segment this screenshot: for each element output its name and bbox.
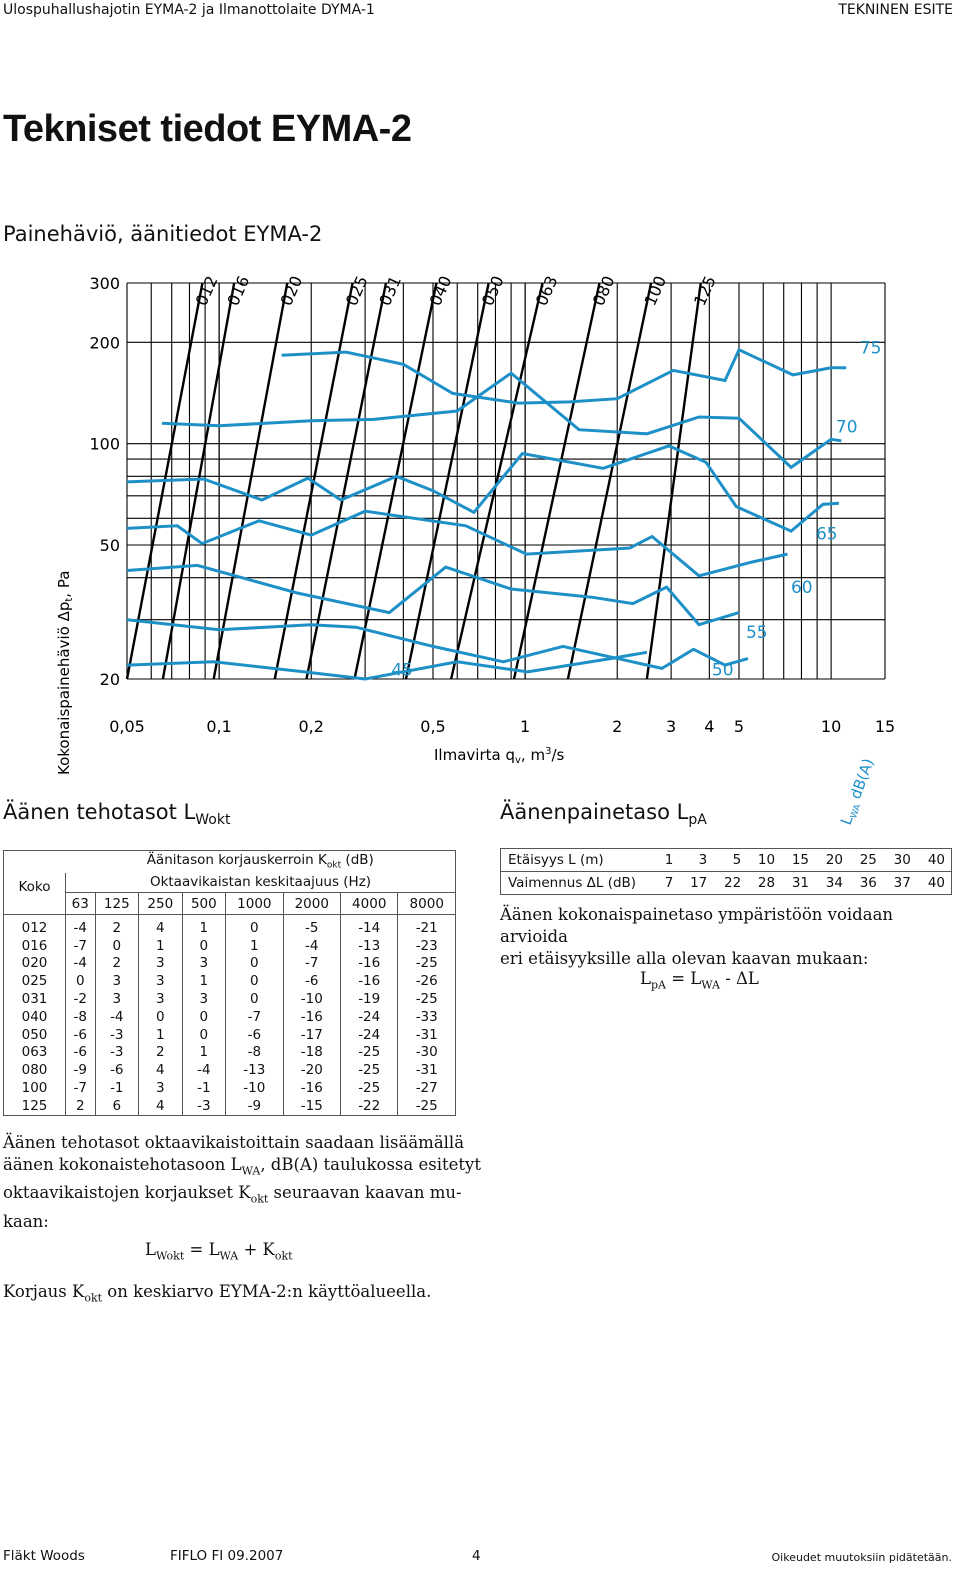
correction-cell: -10 <box>226 1079 283 1097</box>
sound-level-axis-label: $L_{WA}$ dB(A) <box>836 755 878 828</box>
contour-label-50: 50 <box>711 660 734 681</box>
size-cell: 025 <box>4 972 66 990</box>
distance-cell: 15 <box>781 849 815 872</box>
correction-cell: 0 <box>182 1026 226 1044</box>
x-tick-label: 5 <box>733 717 745 736</box>
correction-cell: -5 <box>283 915 340 937</box>
y-tick-label: 50 <box>99 536 120 556</box>
attenuation-cell: 17 <box>679 872 713 895</box>
correction-cell: 0 <box>226 955 283 973</box>
size-label-012: 012 <box>191 272 222 309</box>
size-column-header: Koko <box>4 851 66 915</box>
frequency-header-cell: 4000 <box>341 893 398 915</box>
attenuation-cell: 28 <box>747 872 781 895</box>
distance-cell: 20 <box>815 849 849 872</box>
correction-cell: 3 <box>182 955 226 973</box>
correction-cell: 0 <box>182 937 226 955</box>
correction-cell: 3 <box>95 972 139 990</box>
correction-cell: -30 <box>398 1044 456 1062</box>
correction-cell: -6 <box>283 972 340 990</box>
correction-cell: -4 <box>95 1008 139 1026</box>
distance-cell: 1 <box>658 849 679 872</box>
x-tick-label: 0,2 <box>298 717 324 736</box>
table-row <box>4 1097 456 1115</box>
attenuation-cell: 34 <box>815 872 849 895</box>
correction-cell: 3 <box>139 1079 183 1097</box>
contour-label-60: 60 <box>790 578 813 599</box>
correction-cell: -6 <box>66 1026 96 1044</box>
footer-rights: Oikeudet muutoksiin pidätetään. <box>771 1551 952 1564</box>
correction-cell: -20 <box>283 1061 340 1079</box>
page-title: Tekniset tiedot EYMA-2 <box>3 108 412 150</box>
x-tick-label: 1 <box>520 717 531 736</box>
correction-cell: -25 <box>398 955 456 973</box>
correction-cell: -24 <box>341 1026 398 1044</box>
correction-cell: -3 <box>182 1097 226 1115</box>
footer-company: Fläkt Woods <box>3 1548 85 1564</box>
pressure-formula: $L_{pA} = L_{WA} - \Delta L$ <box>640 969 759 992</box>
correction-cell: 1 <box>182 972 226 990</box>
frequency-header-cell: 1000 <box>226 893 283 915</box>
y-tick-label: 20 <box>99 670 120 689</box>
size-cell: 031 <box>4 990 66 1008</box>
size-cell: 050 <box>4 1026 66 1044</box>
document-title: Ulospuhallushajotin EYMA-2 ja Ilmanottolaite DYMA-1 <box>3 2 375 18</box>
sound-power-heading: Äänen tehotasot $L_{Wokt}$ <box>3 800 231 829</box>
correction-cell: -8 <box>66 1008 96 1026</box>
correction-cell: -25 <box>341 1079 398 1097</box>
power-description: Äänen tehotasot oktaavikaistoittain saadaan lisäämällä äänen kokonaistehotasoon $L_{WA}$, dB(A) taulukossa esitetyt oktaavikaistojen korjaukset $K_{okt}$ seuraavan kaavan mu- kaan: <box>3 1133 481 1231</box>
document-type: TEKNINEN ESITE <box>838 2 953 18</box>
correction-cell: -17 <box>283 1026 340 1044</box>
size-cell: 016 <box>4 937 66 955</box>
correction-cell: -18 <box>283 1044 340 1062</box>
table-row <box>4 990 456 1008</box>
correction-cell: -3 <box>95 1026 139 1044</box>
correction-cell: -1 <box>95 1079 139 1097</box>
correction-cell: -7 <box>226 1008 283 1026</box>
size-label-100: 100 <box>640 272 671 309</box>
footer-code: FIFLO FI 09.2007 <box>170 1548 284 1564</box>
correction-cell: -2 <box>66 990 96 1008</box>
distance-cell: 3 <box>679 849 713 872</box>
correction-cell: -25 <box>398 1097 456 1115</box>
correction-cell: -31 <box>398 1026 456 1044</box>
frequency-header-cell: 125 <box>95 893 139 915</box>
contour-label-55: 55 <box>745 622 768 643</box>
attenuation-cell: 37 <box>883 872 917 895</box>
frequency-header-cell: 500 <box>182 893 226 915</box>
correction-cell: -16 <box>283 1079 340 1097</box>
correction-cell: -25 <box>341 1061 398 1079</box>
correction-cell: 0 <box>226 972 283 990</box>
size-cell: 080 <box>4 1061 66 1079</box>
y-tick-label: 300 <box>89 274 120 293</box>
correction-cell: 1 <box>226 937 283 955</box>
correction-cell: 0 <box>226 915 283 937</box>
correction-cell: -7 <box>283 955 340 973</box>
correction-cell: 3 <box>139 990 183 1008</box>
correction-cell: 2 <box>95 915 139 937</box>
correction-cell: 1 <box>139 937 183 955</box>
correction-cell: 2 <box>66 1097 96 1115</box>
correction-cell: 3 <box>95 990 139 1008</box>
attenuation-cell: 7 <box>658 872 679 895</box>
y-axis-label: Kokonaispainehäviö $\Delta p_t$, Pa <box>55 570 75 775</box>
size-label-040: 040 <box>425 272 456 309</box>
correction-cell: 2 <box>139 1044 183 1062</box>
x-tick-label: 2 <box>612 717 623 736</box>
attenuation-cell: 31 <box>781 872 815 895</box>
correction-cell: 3 <box>139 955 183 973</box>
distance-cell: 40 <box>917 849 952 872</box>
correction-cell: -9 <box>66 1061 96 1079</box>
table-row <box>4 937 456 955</box>
correction-cell: -16 <box>283 1008 340 1026</box>
correction-cell: -7 <box>66 1079 96 1097</box>
correction-cell: 1 <box>182 915 226 937</box>
sound-contours <box>127 350 846 679</box>
size-cell: 040 <box>4 1008 66 1026</box>
correction-cell: -3 <box>95 1044 139 1062</box>
size-cell: 100 <box>4 1079 66 1097</box>
contour-label-75: 75 <box>859 338 882 359</box>
attenuation-cell: 22 <box>713 872 747 895</box>
size-label-016: 016 <box>223 272 254 309</box>
correction-cell: -16 <box>341 972 398 990</box>
size-cell: 063 <box>4 1044 66 1062</box>
x-tick-label: 3 <box>666 717 677 736</box>
correction-table <box>3 850 456 1116</box>
correction-cell: 2 <box>95 955 139 973</box>
correction-cell: 1 <box>139 1026 183 1044</box>
table-row <box>4 1044 456 1062</box>
frequency-header-cell: 2000 <box>283 893 340 915</box>
correction-cell: -16 <box>341 955 398 973</box>
correction-cell: -4 <box>66 915 96 937</box>
attenuation-cell: 36 <box>849 872 883 895</box>
correction-cell: -15 <box>283 1097 340 1115</box>
correction-cell: -4 <box>283 937 340 955</box>
y-tick-label: 100 <box>89 434 120 454</box>
correction-cell: 0 <box>139 1008 183 1026</box>
correction-cell: -26 <box>398 972 456 990</box>
correction-cell: -6 <box>66 1044 96 1062</box>
table-row <box>4 972 456 990</box>
correction-note: Korjaus $K_{okt}$ on keskiarvo EYMA-2:n käyttöalueella. <box>3 1282 432 1305</box>
frequency-header: Oktaavikaistan keskitaajuus (Hz) <box>66 873 456 893</box>
table-row <box>4 1061 456 1079</box>
correction-cell: 3 <box>139 972 183 990</box>
distance-cell: 30 <box>883 849 917 872</box>
correction-cell: 6 <box>95 1097 139 1115</box>
size-label-125: 125 <box>690 272 720 309</box>
correction-cell: 4 <box>139 1097 183 1115</box>
correction-cell: 0 <box>182 1008 226 1026</box>
y-tick-label: 200 <box>89 333 120 353</box>
distance-cell: 25 <box>849 849 883 872</box>
distance-label: Etäisyys L (m) <box>501 849 659 872</box>
correction-cell: -14 <box>341 915 398 937</box>
correction-cell: 0 <box>226 990 283 1008</box>
size-label-031: 031 <box>375 272 406 309</box>
contour-label-70: 70 <box>835 417 858 438</box>
correction-cell: -21 <box>398 915 456 937</box>
table-row <box>4 1079 456 1097</box>
size-label-063: 063 <box>531 272 562 309</box>
correction-cell: -13 <box>341 937 398 955</box>
x-tick-label: 10 <box>820 717 842 736</box>
x-tick-label: 0,1 <box>206 717 232 736</box>
size-label-020: 020 <box>276 272 307 309</box>
table-row <box>4 1008 456 1026</box>
table-row <box>4 915 456 937</box>
correction-cell: -4 <box>182 1061 226 1079</box>
chart-subtitle: Painehäviö, äänitiedot EYMA-2 <box>3 222 323 246</box>
correction-cell: 0 <box>95 937 139 955</box>
frequency-header-cell: 250 <box>139 893 183 915</box>
contour-label-65: 65 <box>815 524 838 545</box>
correction-cell: 1 <box>182 1044 226 1062</box>
distance-cell: 10 <box>747 849 781 872</box>
correction-cell: -33 <box>398 1008 456 1026</box>
x-tick-label: 0,5 <box>420 717 446 736</box>
distance-cell: 5 <box>713 849 747 872</box>
page-number: 4 <box>472 1548 481 1564</box>
attenuation-cell: 40 <box>917 872 952 895</box>
correction-cell: -6 <box>95 1061 139 1079</box>
size-cell: 012 <box>4 915 66 937</box>
correction-cell: -9 <box>226 1097 283 1115</box>
sound-pressure-heading: Äänenpainetaso $L_{pA}$ <box>500 800 707 829</box>
correction-cell: -19 <box>341 990 398 1008</box>
table-row <box>4 1026 456 1044</box>
correction-cell: -13 <box>226 1061 283 1079</box>
attenuation-table <box>500 848 952 895</box>
size-cell: 020 <box>4 955 66 973</box>
x-tick-label: 4 <box>704 717 715 736</box>
size-label-050: 050 <box>477 272 508 309</box>
correction-cell: -24 <box>341 1008 398 1026</box>
correction-cell: 3 <box>182 990 226 1008</box>
chart-grid <box>127 283 885 679</box>
correction-cell: -22 <box>341 1097 398 1115</box>
correction-cell: -7 <box>66 937 96 955</box>
x-axis-label: Ilmavirta $q_v$, $m^3/s$ <box>434 746 565 766</box>
table-row <box>4 955 456 973</box>
contour-label-45: 45 <box>391 660 413 681</box>
correction-cell: -10 <box>283 990 340 1008</box>
correction-cell: -1 <box>182 1079 226 1097</box>
x-tick-label: 15 <box>874 717 896 736</box>
size-label-080: 080 <box>588 272 619 309</box>
power-formula: $L_{Wokt} = L_{WA} + K_{okt}$ <box>145 1240 293 1263</box>
size-label-025: 025 <box>341 272 372 309</box>
correction-cell: -4 <box>66 955 96 973</box>
correction-cell: 4 <box>139 915 183 937</box>
correction-cell: -25 <box>341 1044 398 1062</box>
correction-cell: -31 <box>398 1061 456 1079</box>
correction-cell: -25 <box>398 990 456 1008</box>
correction-cell: 4 <box>139 1061 183 1079</box>
frequency-header-cell: 63 <box>66 893 96 915</box>
size-cell: 125 <box>4 1097 66 1115</box>
correction-cell: -8 <box>226 1044 283 1062</box>
pressure-description: Äänen kokonaispainetaso ympäristöön voidaan arvioida eri etäisyyksille alla olevan kaavan mukaan: <box>500 905 894 968</box>
correction-cell: 0 <box>66 972 96 990</box>
correction-cell: -27 <box>398 1079 456 1097</box>
correction-header: Äänitason korjauskerroin $K_{okt}$ (dB) <box>66 851 456 873</box>
attenuation-label: Vaimennus ΔL (dB) <box>501 872 659 895</box>
x-tick-label: 0,05 <box>109 717 145 736</box>
correction-cell: -23 <box>398 937 456 955</box>
frequency-header-cell: 8000 <box>398 893 456 915</box>
correction-cell: -6 <box>226 1026 283 1044</box>
